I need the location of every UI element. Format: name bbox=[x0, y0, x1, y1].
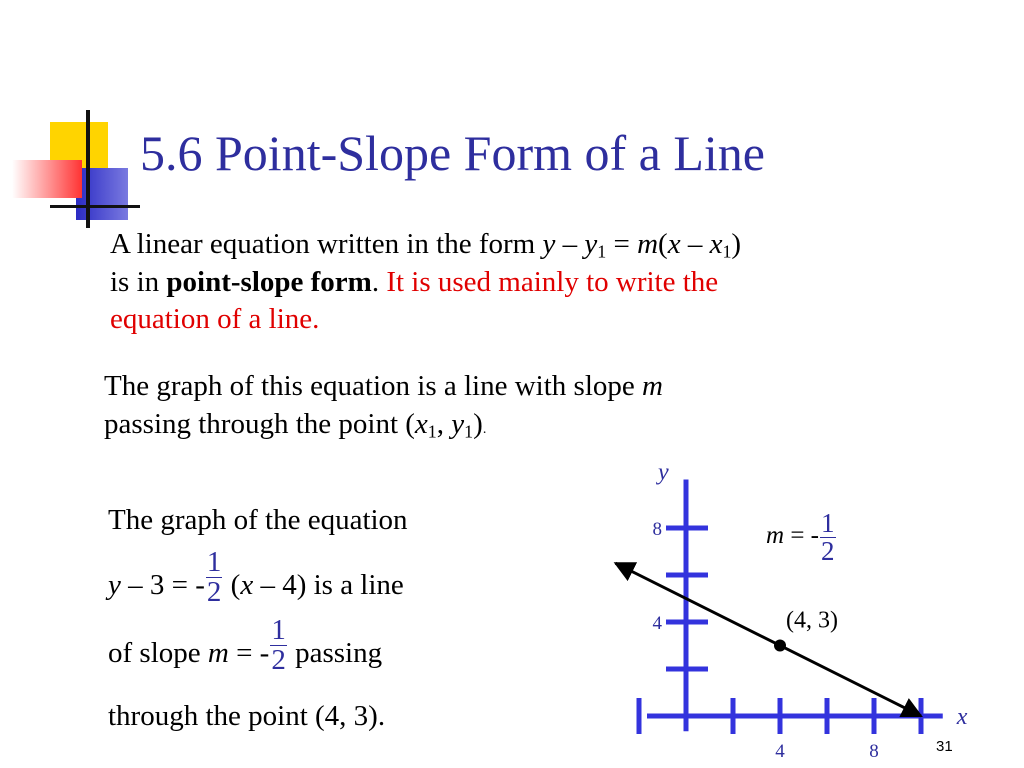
desc-text: passing through the point ( bbox=[104, 407, 415, 440]
paren: ) bbox=[473, 407, 483, 440]
series-layer bbox=[616, 563, 922, 716]
slide-title: 5.6 Point-Slope Form of a Line bbox=[140, 125, 765, 181]
eq-paren: ( bbox=[658, 228, 668, 260]
frac-numerator: 1 bbox=[271, 614, 286, 646]
eq-equals: = bbox=[606, 228, 638, 260]
y-axis-label: y bbox=[658, 459, 669, 486]
eq-x: x bbox=[667, 228, 681, 260]
fraction-one-half bbox=[820, 510, 836, 565]
var-x: x bbox=[414, 407, 428, 440]
eq-sub: 1 bbox=[722, 241, 732, 262]
frac-denominator: 2 bbox=[821, 536, 835, 566]
sub: 1 bbox=[427, 421, 437, 442]
point-marker bbox=[774, 640, 786, 652]
dot: . bbox=[482, 421, 487, 437]
frac-denominator: 2 bbox=[271, 644, 286, 676]
comma: , bbox=[436, 407, 452, 440]
eq-minus: – bbox=[680, 228, 710, 260]
y-tick-label: 4 bbox=[652, 613, 662, 634]
x-tick-label: 8 bbox=[869, 741, 879, 762]
var-m: m bbox=[207, 637, 229, 670]
eq-text: – 4) is a line bbox=[253, 569, 404, 602]
var-y: y bbox=[451, 407, 465, 440]
line-series bbox=[616, 563, 922, 716]
frac-numerator: 1 bbox=[206, 546, 222, 578]
frac-numerator: 1 bbox=[821, 508, 835, 538]
eq-y1: y bbox=[584, 228, 598, 260]
slide-number: 31 bbox=[936, 738, 953, 755]
eq-m: m bbox=[637, 228, 659, 260]
intro-period: . bbox=[371, 265, 380, 298]
intro-line-3: equation of a line. bbox=[110, 303, 320, 336]
highlight-text: It is used mainly to write the bbox=[379, 265, 719, 298]
desc-text: The graph of this equation is a line with slope bbox=[104, 370, 643, 402]
x-tick-label: 4 bbox=[775, 741, 785, 762]
term-point-slope-form: point-slope form bbox=[166, 265, 372, 298]
point-label: (4, 3) bbox=[786, 607, 838, 634]
var-x: x bbox=[240, 569, 254, 602]
y-tick-label: 8 bbox=[652, 519, 662, 540]
sub: 1 bbox=[464, 421, 474, 442]
example-line-1: The graph of the equation bbox=[108, 504, 408, 536]
eq-sub: 1 bbox=[597, 241, 607, 262]
intro-text: is in bbox=[110, 265, 167, 298]
intro-text: A linear equation written in the form bbox=[110, 228, 543, 260]
var-m: m bbox=[766, 522, 785, 550]
eq-minus: – bbox=[555, 228, 585, 260]
eq-paren: ) bbox=[731, 228, 742, 260]
frac-denominator: 2 bbox=[206, 576, 222, 608]
eq-text: – 3 = - bbox=[120, 569, 205, 602]
slope-annotation bbox=[766, 510, 837, 565]
example-line-4: through the point (4, 3). bbox=[108, 700, 386, 732]
eq-text: ( bbox=[223, 569, 241, 602]
eq-text: = - bbox=[784, 522, 819, 550]
x-axis-label: x bbox=[956, 704, 968, 730]
eq-text: passing bbox=[287, 637, 383, 670]
eq-text: of slope bbox=[108, 637, 208, 670]
eq-x1: x bbox=[709, 228, 723, 260]
var-y: y bbox=[108, 569, 121, 602]
slope-var: m bbox=[642, 370, 663, 402]
eq-text: = - bbox=[228, 637, 270, 670]
eq-y: y bbox=[542, 228, 556, 260]
